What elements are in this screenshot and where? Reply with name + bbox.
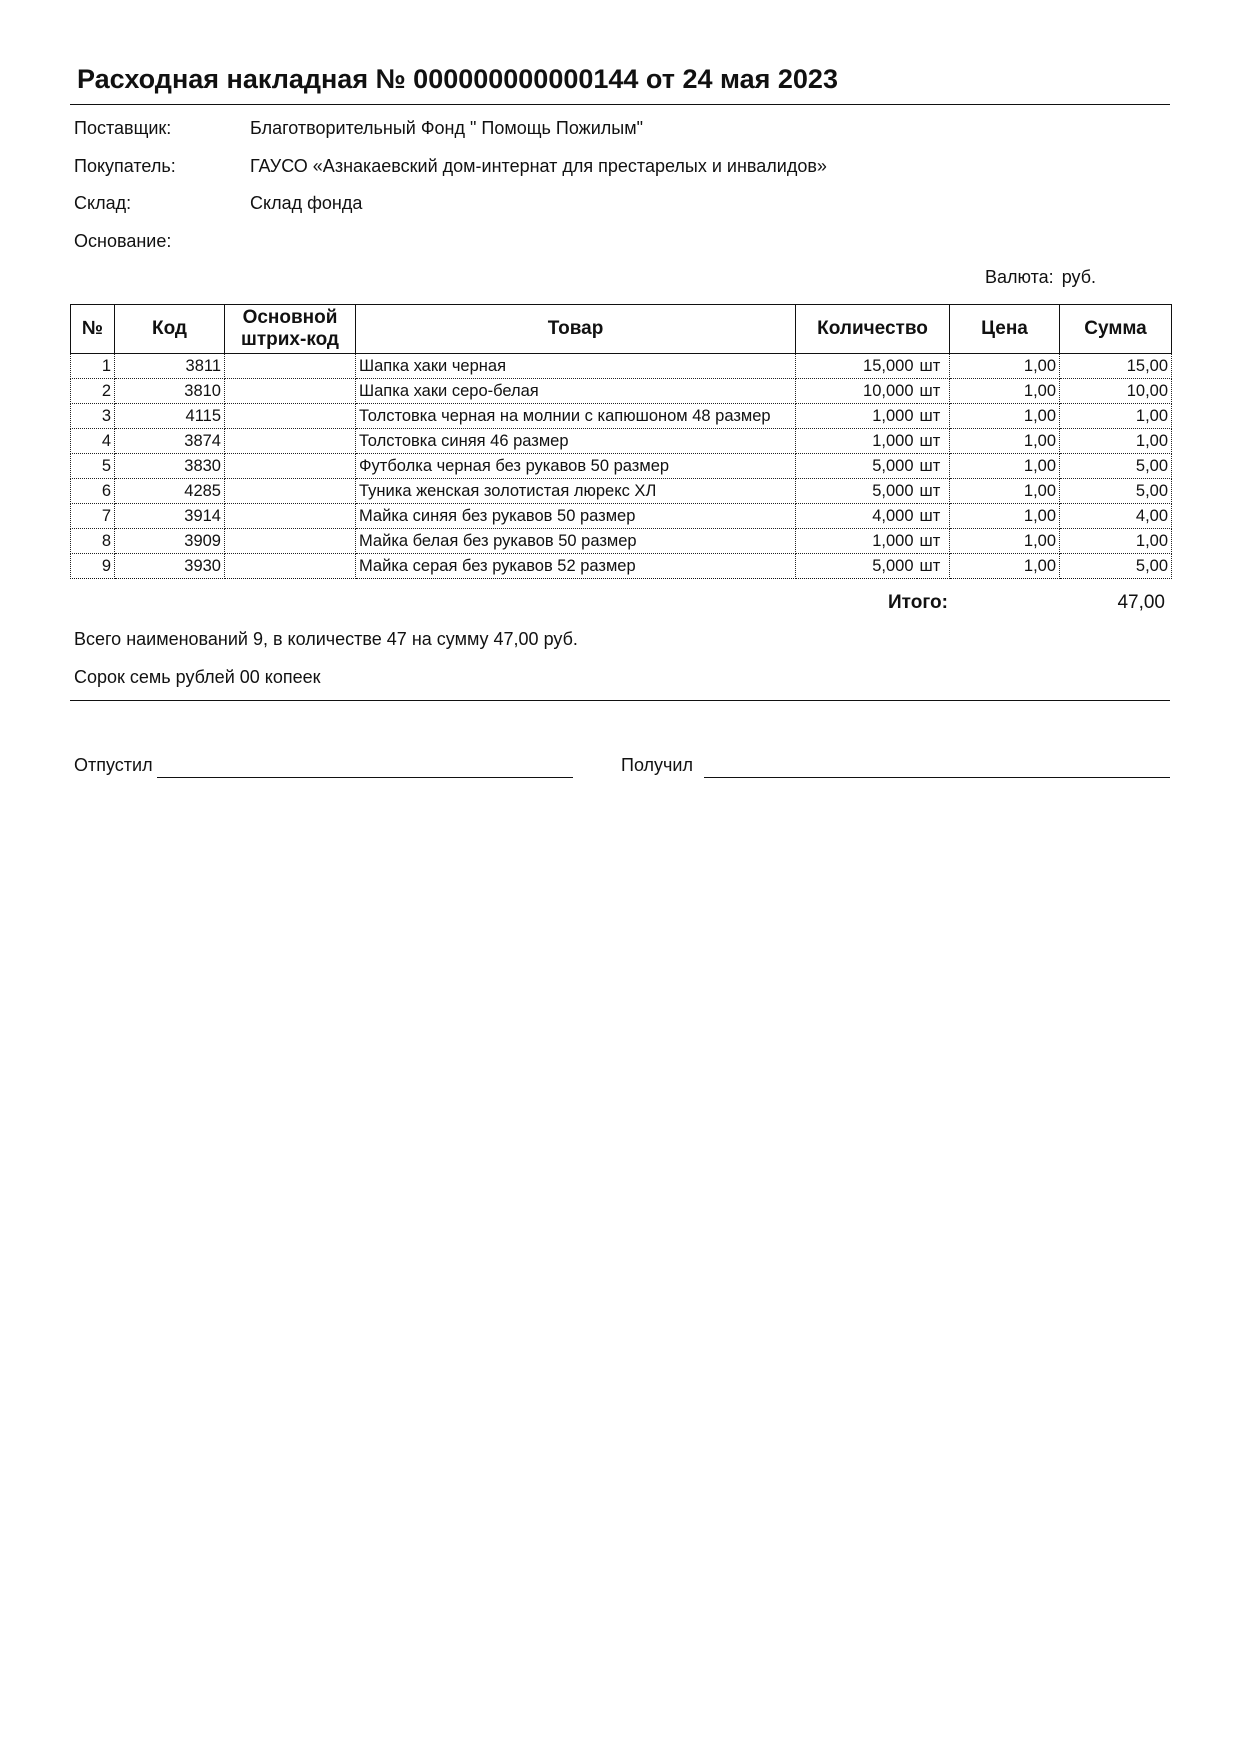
row-product: Майка синяя без рукавов 50 размер xyxy=(356,504,796,529)
row-sum: 5,00 xyxy=(1060,554,1172,579)
table-row xyxy=(71,354,1172,379)
row-qty: 1,000 xyxy=(796,429,917,454)
basis-label: Основание: xyxy=(74,231,172,251)
header-price: Цена xyxy=(950,305,1060,354)
row-unit: шт xyxy=(917,354,950,379)
row-sum: 5,00 xyxy=(1060,454,1172,479)
header-qty: Количество xyxy=(796,305,950,354)
row-unit: шт xyxy=(917,504,950,529)
row-price: 1,00 xyxy=(950,404,1060,429)
row-unit: шт xyxy=(917,529,950,554)
row-barcode xyxy=(225,554,356,579)
received-signature-line xyxy=(704,777,1170,778)
warehouse-label: Склад: xyxy=(74,193,132,213)
row-num: 3 xyxy=(71,404,115,429)
row-product: Футболка черная без рукавов 50 размер xyxy=(356,454,796,479)
row-qty: 5,000 xyxy=(796,554,917,579)
row-barcode xyxy=(225,479,356,504)
row-price: 1,00 xyxy=(950,429,1060,454)
row-num: 5 xyxy=(71,454,115,479)
row-num: 8 xyxy=(71,529,115,554)
released-signature-line xyxy=(157,777,573,778)
footer-divider xyxy=(70,700,1170,701)
goods-table xyxy=(70,304,1172,579)
row-price: 1,00 xyxy=(950,529,1060,554)
row-price: 1,00 xyxy=(950,354,1060,379)
row-price: 1,00 xyxy=(950,454,1060,479)
table-row xyxy=(71,454,1172,479)
supplier-value: Благотворительный Фонд " Помощь Пожилым" xyxy=(250,118,643,138)
total-value: 47,00 xyxy=(1117,592,1165,613)
row-qty: 10,000 xyxy=(796,379,917,404)
row-num: 6 xyxy=(71,479,115,504)
row-product: Майка белая без рукавов 50 размер xyxy=(356,529,796,554)
row-product: Шапка хаки черная xyxy=(356,354,796,379)
row-product: Толстовка черная на молнии с капюшоном 48 размер xyxy=(356,404,796,429)
row-qty: 1,000 xyxy=(796,529,917,554)
total-label: Итого: xyxy=(888,592,948,613)
table-row xyxy=(71,379,1172,404)
row-unit: шт xyxy=(917,554,950,579)
header-barcode-line1: Основной xyxy=(242,307,338,328)
row-sum: 5,00 xyxy=(1060,479,1172,504)
row-barcode xyxy=(225,529,356,554)
row-code: 3909 xyxy=(115,529,225,554)
header-barcode xyxy=(225,305,356,354)
row-unit: шт xyxy=(917,454,950,479)
row-code: 3811 xyxy=(115,354,225,379)
row-sum: 4,00 xyxy=(1060,504,1172,529)
row-code: 3830 xyxy=(115,454,225,479)
row-code: 4115 xyxy=(115,404,225,429)
currency-value: руб. xyxy=(1061,267,1097,287)
row-sum: 10,00 xyxy=(1060,379,1172,404)
header-code: Код xyxy=(115,305,225,354)
header-product: Товар xyxy=(356,305,796,354)
header-num: № xyxy=(71,305,115,354)
row-barcode xyxy=(225,404,356,429)
row-barcode xyxy=(225,504,356,529)
row-sum: 1,00 xyxy=(1060,404,1172,429)
row-code: 4285 xyxy=(115,479,225,504)
table-row xyxy=(71,479,1172,504)
warehouse-value: Склад фонда xyxy=(250,193,363,213)
row-qty: 5,000 xyxy=(796,479,917,504)
row-product: Толстовка синяя 46 размер xyxy=(356,429,796,454)
row-code: 3930 xyxy=(115,554,225,579)
row-unit: шт xyxy=(917,429,950,454)
row-num: 4 xyxy=(71,429,115,454)
table-row xyxy=(71,529,1172,554)
row-qty: 15,000 xyxy=(796,354,917,379)
row-unit: шт xyxy=(917,404,950,429)
buyer-label: Покупатель: xyxy=(74,156,176,176)
released-label: Отпустил xyxy=(74,755,153,775)
row-num: 2 xyxy=(71,379,115,404)
row-qty: 1,000 xyxy=(796,404,917,429)
received-label: Получил xyxy=(621,755,693,775)
row-code: 3810 xyxy=(115,379,225,404)
header-sum: Сумма xyxy=(1060,305,1172,354)
row-barcode xyxy=(225,429,356,454)
row-barcode xyxy=(225,454,356,479)
row-num: 7 xyxy=(71,504,115,529)
row-sum: 1,00 xyxy=(1060,529,1172,554)
row-qty: 5,000 xyxy=(796,454,917,479)
table-header-row xyxy=(71,305,1172,354)
row-barcode xyxy=(225,354,356,379)
document-title: Расходная накладная № 000000000000144 от 24 мая 2023 xyxy=(77,64,838,94)
currency-row xyxy=(985,267,1096,288)
supplier-label: Поставщик: xyxy=(74,118,172,138)
row-price: 1,00 xyxy=(950,554,1060,579)
row-sum: 15,00 xyxy=(1060,354,1172,379)
summary-text: Всего наименований 9, в количестве 47 на сумму 47,00 руб. xyxy=(74,629,578,649)
row-price: 1,00 xyxy=(950,379,1060,404)
header-barcode-line2: штрих-код xyxy=(241,329,339,350)
currency-label: Валюта: xyxy=(985,267,1054,287)
row-code: 3914 xyxy=(115,504,225,529)
row-qty: 4,000 xyxy=(796,504,917,529)
row-unit: шт xyxy=(917,479,950,504)
amount-in-words: Сорок семь рублей 00 копеек xyxy=(74,667,321,687)
row-product: Туника женская золотистая люрекс ХЛ xyxy=(356,479,796,504)
row-code: 3874 xyxy=(115,429,225,454)
table-row xyxy=(71,404,1172,429)
table-row xyxy=(71,429,1172,454)
row-product: Шапка хаки серо-белая xyxy=(356,379,796,404)
buyer-value: ГАУСО «Азнакаевский дом-интернат для престарелых и инвалидов» xyxy=(250,156,827,176)
row-price: 1,00 xyxy=(950,479,1060,504)
row-unit: шт xyxy=(917,379,950,404)
row-price: 1,00 xyxy=(950,504,1060,529)
table-row xyxy=(71,554,1172,579)
table-row xyxy=(71,504,1172,529)
row-barcode xyxy=(225,379,356,404)
title-divider xyxy=(70,104,1170,105)
row-num: 9 xyxy=(71,554,115,579)
row-product: Майка серая без рукавов 52 размер xyxy=(356,554,796,579)
row-num: 1 xyxy=(71,354,115,379)
row-sum: 1,00 xyxy=(1060,429,1172,454)
